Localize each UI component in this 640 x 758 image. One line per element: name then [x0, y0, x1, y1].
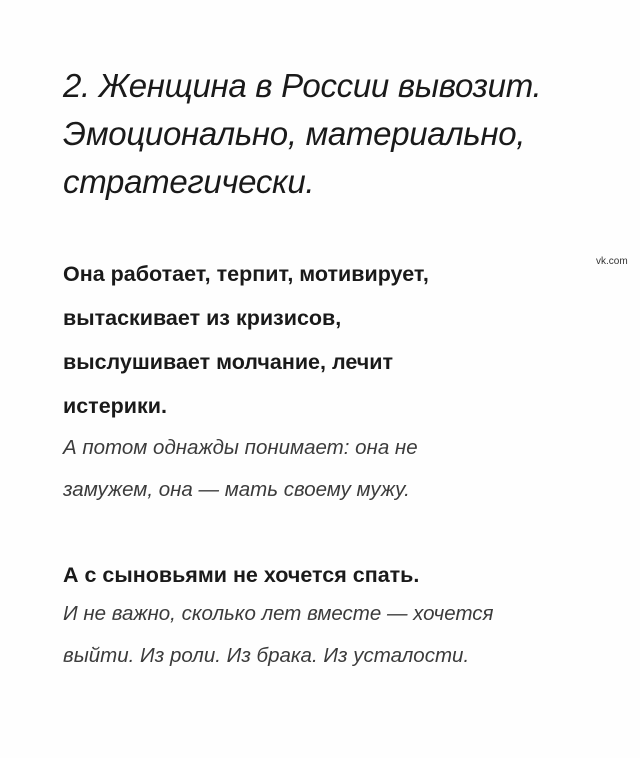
watermark: vk.com [596, 256, 628, 267]
paragraph-bold [63, 553, 583, 597]
text-line: выйти. Из роли. Из брака. Из усталости. [63, 644, 470, 667]
paragraph-italic [63, 427, 583, 511]
text-line: истерики. [63, 394, 167, 418]
text-line: выслушивает молчание, лечит [63, 350, 393, 374]
paragraph-bold [63, 252, 583, 428]
text-line: Она работает, терпит, мотивирует, [63, 262, 429, 286]
paragraph-italic [63, 593, 583, 677]
page-title [63, 62, 623, 206]
text-line: А с сыновьями не хочется спать. [63, 563, 420, 587]
title-line: стратегически. [63, 163, 315, 200]
title-line: Эмоционально, материально, [63, 115, 526, 152]
text-line: вытаскивает из кризисов, [63, 306, 342, 330]
text-line: замужем, она — мать своему мужу. [63, 478, 410, 501]
text-line: И не важно, сколько лет вместе — хочется [63, 602, 494, 625]
text-line: А потом однажды понимает: она не [63, 436, 418, 459]
title-line: 2. Женщина в России вывозит. [63, 67, 542, 104]
